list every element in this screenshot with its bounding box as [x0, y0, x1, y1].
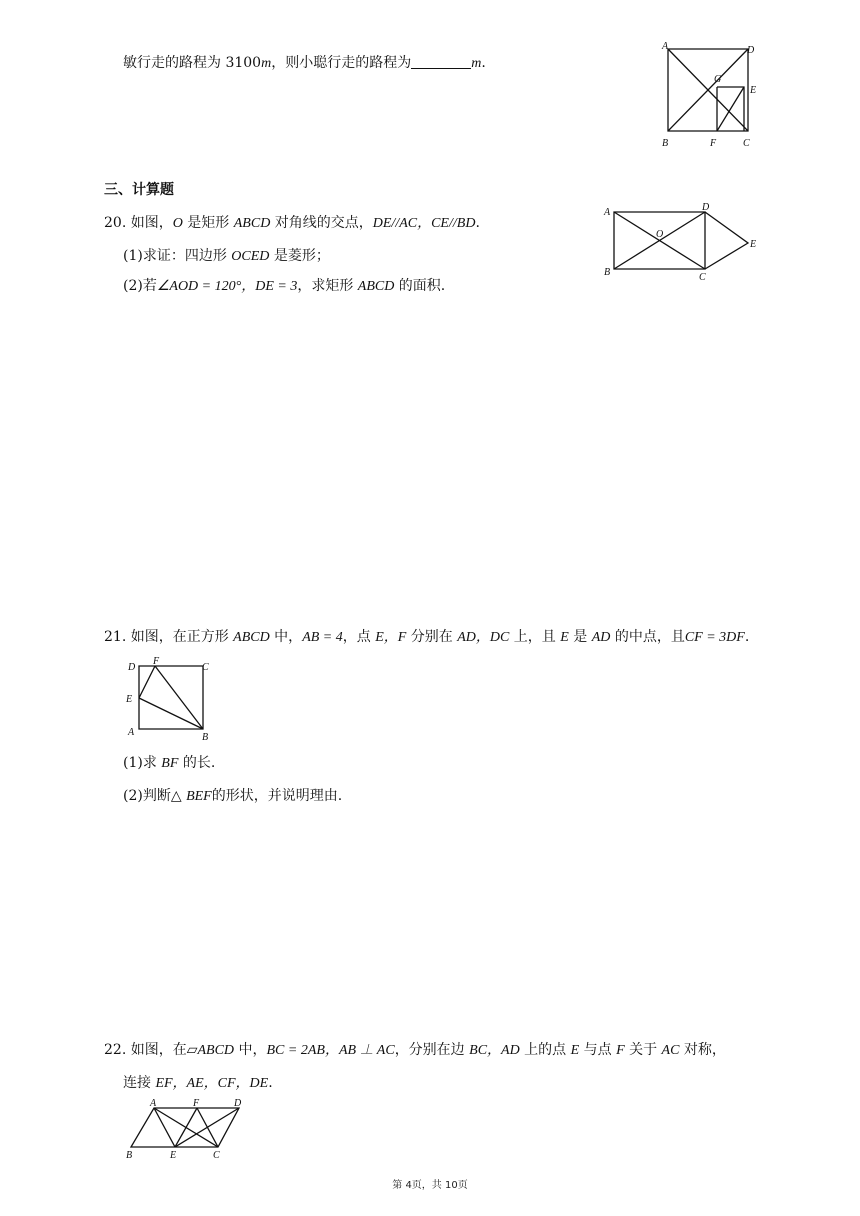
q22-stem-mid3: 上的点 [519, 1042, 571, 1058]
q22-stem-mid5: 关于 [624, 1042, 662, 1058]
fig19-label-A: A [662, 41, 669, 52]
q20-part2-cond: ∠AOD = 120°，DE = 3 [156, 279, 298, 294]
figure-q20 [600, 203, 770, 283]
fig20-label-O: O [656, 229, 664, 240]
q20-stem-mid2: 对角线的交点， [270, 215, 373, 231]
fig20-label-A: A [604, 207, 611, 218]
q21-part2-var: BEF [186, 789, 212, 804]
q22-f: F [616, 1043, 625, 1058]
q20-condition: DE//AC，CE//BD [372, 216, 476, 231]
q21-stem-mid5: 是 [568, 629, 592, 645]
q22-line2 [123, 1073, 273, 1094]
page-footer: 第 4页，共 10页 [392, 1180, 468, 1191]
q21-part2 [123, 786, 342, 807]
fig21-label-A: A [128, 727, 135, 738]
q21-stem-pre: 21. 如图，在正方形 [104, 629, 234, 645]
q21-stem-mid2: ，点 [342, 629, 376, 645]
fig19-label-C: C [743, 138, 750, 149]
q19-answer-blank[interactable] [411, 54, 471, 69]
q22-line2-vars: EF，AE，CF，DE [155, 1076, 269, 1091]
fig22-label-B: B [126, 1150, 133, 1161]
fig20-label-C: C [699, 272, 706, 283]
q21-stem-end: . [744, 629, 750, 645]
fig20-label-B: B [604, 267, 611, 278]
fig22-label-C: C [213, 1150, 220, 1161]
q21-part1-var: BF [161, 756, 179, 771]
q21-stem [104, 627, 749, 648]
q19-middle: ，则小聪行走的路程为 [271, 55, 412, 71]
q21-part1 [123, 753, 215, 774]
fig20-label-D: D [702, 202, 710, 213]
fig21-label-E: E [126, 694, 133, 705]
fig20-label-E: E [750, 239, 757, 250]
q21-stem-mid6: 的中点，且 [610, 629, 685, 645]
fig22-label-F: F [193, 1098, 200, 1109]
fig19-label-G: G [714, 74, 722, 85]
q21-ad: AD [591, 630, 611, 645]
fig19-label-B: B [662, 138, 669, 149]
q20-part2-post: 的面积. [394, 278, 446, 294]
q20-part1-pre: (1)求证：四边形 [123, 248, 232, 264]
q19-unit: m [261, 56, 272, 71]
q20-part2-mid: ，求矩形 [297, 278, 358, 294]
q20-part2-pre: (2)若 [123, 278, 157, 294]
q19-tail-line [123, 53, 486, 74]
q20-part1-post: 是菱形； [269, 248, 330, 264]
q21-stem-mid4: 上，且 [509, 629, 561, 645]
q21-stem-mid: 中， [269, 629, 303, 645]
q19-end: . [481, 55, 486, 71]
q22-var-ABCD: ABCD [197, 1043, 235, 1058]
q22-stem-mid: 中， [234, 1042, 267, 1058]
figure-q22 [120, 1096, 260, 1166]
q21-ef: E，F [375, 630, 407, 645]
fig21-label-B: B [202, 732, 209, 743]
q22-condition: BC = 2AB，AB ⊥ AC [266, 1043, 395, 1058]
q21-part1-pre: (1)求 [123, 755, 162, 771]
q21-stem-mid3: 分别在 [406, 629, 458, 645]
q22-line2-end: . [268, 1075, 273, 1091]
q20-part1 [123, 246, 330, 267]
q22-stem-mid2: ，分别在边 [394, 1042, 470, 1058]
q22-sides: BC，AD [469, 1043, 520, 1058]
fig21-label-F: F [153, 656, 160, 667]
q22-ac: AC [661, 1043, 680, 1058]
fig22-label-D: D [234, 1098, 242, 1109]
q20-stem [104, 213, 480, 234]
fig19-label-F: F [710, 138, 717, 149]
fig22-label-A: A [150, 1098, 157, 1109]
q21-e: E [560, 630, 569, 645]
q22-stem [104, 1040, 726, 1061]
q20-var-O: O [172, 216, 183, 231]
q22-stem-mid4: 与点 [579, 1042, 617, 1058]
fig22-label-E: E [170, 1150, 177, 1161]
section-title: 三、计算题 [104, 182, 174, 198]
q20-part1-var: OCED [231, 249, 270, 264]
q20-stem-end: . [475, 215, 480, 231]
q22-e: E [570, 1043, 580, 1058]
q21-sides: AD，DC [457, 630, 510, 645]
figure-q19 [658, 42, 778, 162]
q20-part2-var: ABCD [357, 279, 395, 294]
q20-part2 [123, 276, 445, 297]
q22-stem-post: 对称， [679, 1042, 726, 1058]
q19-tail-text: 敏行走的路程为 3100 [123, 55, 262, 71]
q21-part1-post: 的长. [178, 755, 216, 771]
fig19-label-E: E [750, 85, 757, 96]
q19-unit2: m [471, 56, 482, 71]
q20-stem-num: 20. 如图， [104, 215, 173, 231]
figure-q21 [123, 655, 223, 745]
fig19-label-D: D [747, 45, 755, 56]
q22-stem-pre: 22. 如图，在▱ [104, 1042, 198, 1058]
q21-var-ABCD: ABCD [233, 630, 270, 645]
q20-var-ABCD: ABCD [233, 216, 271, 231]
q21-part2-pre: (2)判断△ [123, 788, 187, 804]
q21-part2-post: 的形状，并说明理由. [211, 788, 343, 804]
fig21-label-C: C [202, 662, 209, 673]
q21-cf: CF = 3DF [684, 630, 745, 645]
q22-line2-pre: 连接 [123, 1075, 156, 1091]
q21-ab: AB = 4 [302, 630, 343, 645]
fig21-label-D: D [128, 662, 136, 673]
q20-stem-mid: 是矩形 [182, 215, 234, 231]
